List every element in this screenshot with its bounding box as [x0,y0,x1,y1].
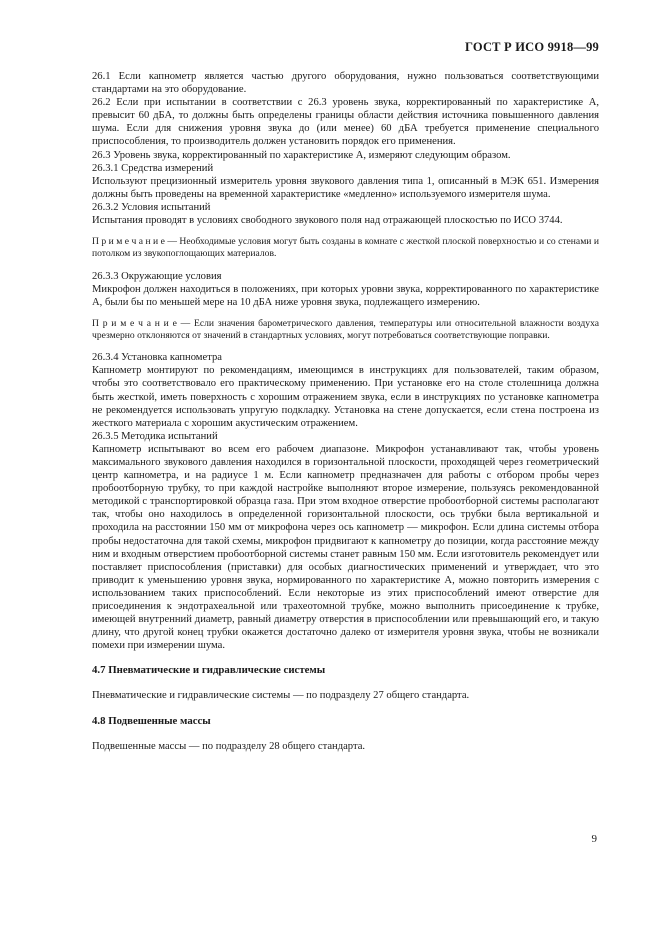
heading-26-3-5: 26.3.5 Методика испытаний [92,430,218,442]
paragraph-26-3-3: Микрофон должен находиться в положениях, при которых уровни звука, корректированного по характеристике А, были бы по меньшей мере на 10 дБА ниже уровня звука, подлежащего измерению. [92,283,599,308]
section-4-7-text: Пневматические и гидравлические системы — по подразделу 27 общего стандарта. [92,690,470,702]
paragraph-26-2: 26.2 Если при испытании в соответствии с 26.3 уровень звука, корректированный по характеристике А, превысит 60 дБА, то должны быть определены границы области действия источника повышенного давления шума. Если для снижения уровня звука до (или менее) 60 дБА требуется применение специального приспособления, то производитель должен установить порядок его применения. [92,97,599,148]
heading-26-3-2: 26.3.2 Условия испытаний [92,201,211,213]
heading-26-3-1: 26.3.1 Средства измерений [92,162,214,174]
page-number: 9 [591,833,597,845]
section-4-8-text: Подвешенные массы — по подразделу 28 общего стандарта. [92,740,366,752]
spacer [92,652,599,664]
spacer [92,342,599,351]
standard-header: ГОСТ Р ИСО 9918—99 [465,40,599,54]
section-4-8-title: 4.8 Подвешенные массы [92,714,211,727]
page-content [92,70,599,753]
spacer [92,261,599,270]
paragraph-26-3: 26.3 Уровень звука, корректированный по характеристике А, измеряют следующим образом. [92,149,511,161]
spacer [92,703,599,715]
heading-26-3-4: 26.3.4 Установка капнометра [92,352,222,364]
paragraph-26-3-5: Капнометр испытывают во всем его рабочем диапазоне. Микрофон устанавливают так, чтобы уровень максимального звукового давления находился в горизонтальной плоскости, проходящей через геометрический центр капнометра, и на радиусе 1 м. Если капнометр предназначен для работы с отбором пробы через пробоотборную трубку, то при каждой настройке выполняют второе измерение, пользуясь рекомендованной методикой с транспортировкой образца газа. При этом входное отверстие пробоотборной системы располагают так, чтобы оно находилось в определенной горизонтальной плоскости, ось трубки была вертикальной и проходила на расстоянии 150 мм от микрофона через ось капнометр — микрофон. Если длина системы отбора пробы недостаточна для такой схемы, микрофон придвигают к капнометру до позиции, когда расстояние между ним и входным отверстием пробоотборной системы станет равным 150 мм. Если изготовитель рекомендует или поставляет приспособления (приставки) для особых диагностических применений и утверждает, что это приводит к уменьшению уровня звука, нормированного по характеристике А, можно повторить измерения с использованием таких приспособлений. Если некоторые из этих приспособлений имеют отверстие для присоединения к эндотрахеальной или трахеотомной трубке, можно выполнить присоединение к трубке, имеющей внутренний диаметр, равный диаметру отверстия в приспособлении или превышающий его, и такую длину, что другой конец трубки окажется достаточно далеко от измерителя уровня звука, чтобы не возникали помехи при измерении шума. [92,443,599,652]
paragraph-26-1: 26.1 Если капнометр является частью другого оборудования, нужно пользоваться соответствующими стандартами на это оборудование. [92,71,599,96]
spacer [92,227,599,236]
section-4-7-title: 4.7 Пневматические и гидравлические системы [92,664,326,677]
paragraph-26-3-1: Используют прецизионный измеритель уровня звукового давления типа 1, описанный в МЭК 651. Измерения должны быть проведены на временной характеристике «медленно» используемого измерителя шума. [92,175,599,200]
heading-26-3-3: 26.3.3 Окружающие условия [92,270,222,282]
note-1: П р и м е ч а н и е — Необходимые условия могут быть созданы в комнате с жесткой плоской поверхностью и со стенами и потолком из звукопоглощающих материалов. [92,236,599,260]
spacer [92,728,599,740]
spacer [92,677,599,689]
paragraph-26-3-4: Капнометр монтируют по рекомендациям, имеющимся в инструкциях для пользователей, таким образом, чтобы это соответствовало его практическому применению. При установке его на столе столешница должна быть жесткой, иметь поверхность с хорошим отражением звука, если в инструкциях по установке капнометра не рекомендуется использовать упругую подкладку. Установка на стене допускается, если стена построена из жесткого материала с хорошим акустическим отражением. [92,365,599,429]
paragraph-26-3-2: Испытания проводят в условиях свободного звукового поля над отражающей плоскостью по ИСО 3744. [92,215,563,227]
note-2: П р и м е ч а н и е — Если значения барометрического давления, температуры или относительной влажности воздуха чрезмерно отклоняются от значений в стандартных условиях, могут потребоваться соответствующие поправки. [92,317,599,342]
spacer [92,309,599,318]
